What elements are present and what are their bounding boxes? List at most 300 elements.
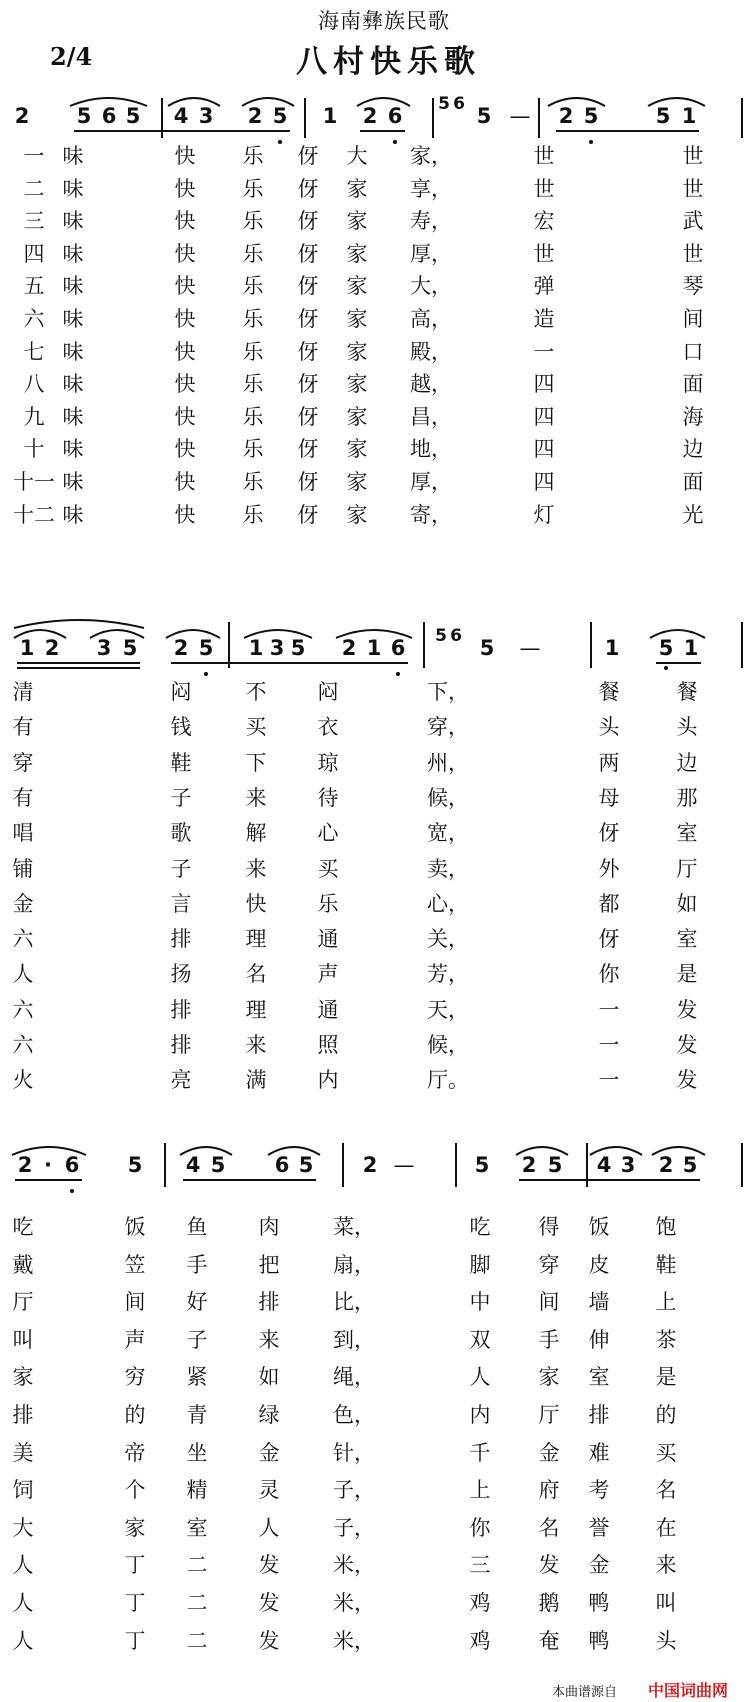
- lyric-char: 穿: [12, 750, 34, 775]
- lyric-char: 家: [346, 470, 368, 494]
- lyric-char: 关，: [427, 927, 469, 952]
- lyric-char: 口: [682, 339, 704, 364]
- lyric-char: 家: [346, 404, 368, 429]
- bar-line: [228, 622, 230, 668]
- bar-line: [741, 1143, 743, 1187]
- score-note: 6: [390, 636, 406, 660]
- lyric-char: 排: [588, 1403, 610, 1427]
- lyric-char: 厅: [12, 1290, 34, 1315]
- lyric-char: 奄: [538, 1628, 560, 1653]
- rhythm-underline: [17, 667, 140, 669]
- lyric-char: 发: [258, 1591, 280, 1615]
- lyric-char: 餐: [676, 680, 698, 704]
- lyric-char: 味: [62, 144, 84, 168]
- lyric-char: 言: [170, 891, 192, 916]
- lyric-char: 来: [245, 785, 267, 810]
- lyric-char: 乐: [242, 372, 264, 397]
- lyric-char: 如: [676, 891, 698, 916]
- lyric-char: 外: [598, 856, 620, 881]
- lyric-char: 五: [23, 274, 45, 299]
- lyric-char: 双: [469, 1327, 491, 1352]
- lyric-char: 家: [346, 209, 368, 234]
- lyric-char: 排: [170, 1033, 192, 1057]
- lyric-char: 解: [245, 821, 267, 846]
- lyric-char: 亮: [170, 1068, 192, 1093]
- lyric-char: 四: [533, 470, 555, 494]
- lyric-char: 家: [346, 307, 368, 331]
- score-note: 3: [96, 636, 112, 660]
- score-note: 4: [596, 1153, 612, 1177]
- lyric-char: 室: [186, 1515, 208, 1540]
- lyric-char: 灵: [258, 1478, 280, 1503]
- lyric-char: 你: [469, 1515, 491, 1540]
- lyric-char: 把: [258, 1252, 280, 1277]
- lyric-char: 来: [245, 856, 267, 881]
- lyric-char: 子: [186, 1327, 208, 1352]
- lyric-char: 候，: [427, 785, 469, 810]
- lyric-char: 家: [346, 372, 368, 397]
- lyric-char: 金: [588, 1553, 610, 1578]
- lyric-char: 那: [676, 785, 698, 810]
- lyric-char: 青: [186, 1403, 208, 1427]
- score-note: 5: [476, 104, 492, 128]
- lyric-char: 二: [186, 1553, 208, 1578]
- lyric-char: 家: [346, 437, 368, 462]
- lyric-char: 人: [469, 1365, 491, 1390]
- lyric-char: 家: [12, 1365, 34, 1390]
- score-note: 2: [14, 104, 30, 128]
- lyric-char: 快: [174, 470, 196, 494]
- score-note: 4: [173, 104, 189, 128]
- rhythm-underline: [360, 130, 405, 132]
- score-note: 5: [682, 1153, 698, 1177]
- lyric-char: 精: [186, 1478, 208, 1503]
- lyric-char: 乐: [242, 404, 264, 429]
- lyric-char: 肉: [258, 1215, 280, 1239]
- lyric-char: 都: [598, 891, 620, 916]
- lyric-char: 味: [62, 437, 84, 462]
- bar-line: [741, 622, 743, 668]
- lyric-char: 三: [469, 1553, 491, 1578]
- lyric-char: 发: [258, 1628, 280, 1653]
- score-note: 1: [366, 636, 382, 660]
- lyric-char: 难: [588, 1440, 610, 1465]
- lyric-char: 米，: [333, 1553, 375, 1578]
- lyric-char: 鸭: [588, 1628, 610, 1653]
- lyric-char: 色，: [333, 1403, 375, 1427]
- lyric-char: 得: [538, 1215, 560, 1239]
- lyric-char: 地，: [410, 437, 452, 462]
- low-octave-dot: [589, 140, 593, 144]
- score-note: 5: [655, 104, 671, 128]
- lyric-char: 伢: [297, 437, 319, 462]
- lyric-char: 昌，: [410, 404, 452, 429]
- lyric-char: 好: [186, 1290, 208, 1315]
- lyric-char: 如: [258, 1365, 280, 1390]
- lyric-char: 享，: [410, 176, 452, 201]
- score-note: 5: [127, 1153, 143, 1177]
- lyric-char: 伢: [297, 209, 319, 234]
- score-note: 5: [547, 1153, 563, 1177]
- lyric-char: 伢: [297, 470, 319, 494]
- lyric-char: 高，: [410, 307, 452, 331]
- lyric-char: 千: [469, 1440, 491, 1465]
- lyric-char: 笠: [124, 1252, 146, 1277]
- lyric-char: 快: [174, 274, 196, 299]
- bar-line: [304, 98, 306, 138]
- score-note: 2: [658, 1153, 674, 1177]
- lyric-char: 面: [682, 470, 704, 494]
- lyric-char: 坐: [186, 1440, 208, 1465]
- lyric-char: 乐: [242, 307, 264, 331]
- lyric-char: 芳，: [427, 962, 469, 987]
- lyric-char: 味: [62, 176, 84, 201]
- song-title: 八村快乐歌: [296, 44, 481, 80]
- lyric-char: 快: [174, 241, 196, 266]
- lyric-char: 买: [655, 1440, 677, 1465]
- song-origin-subtitle: 海南彝族民歌: [318, 9, 450, 33]
- low-octave-dot: [278, 140, 282, 144]
- lyric-char: 鸭: [588, 1591, 610, 1615]
- lyric-char: 发: [676, 1068, 698, 1093]
- lyric-char: 金: [12, 891, 34, 916]
- lyric-char: 世: [533, 176, 555, 201]
- score-note: 5: [76, 104, 92, 128]
- score-note: 5: [658, 636, 674, 660]
- lyric-char: 是: [655, 1365, 677, 1390]
- lyric-char: 誉: [588, 1515, 610, 1540]
- score-note: 5: [474, 1153, 490, 1177]
- lyric-char: 琴: [682, 274, 704, 299]
- score-note: 1: [322, 104, 338, 128]
- bar-line: [538, 98, 540, 138]
- lyric-char: 子，: [333, 1515, 375, 1540]
- score-note: 5: [198, 636, 214, 660]
- lyric-char: 伸: [588, 1327, 610, 1352]
- lyric-char: 乐: [242, 470, 264, 494]
- lyric-char: 名: [245, 962, 267, 987]
- lyric-char: 一: [533, 339, 555, 364]
- lyric-char: 室: [676, 927, 698, 952]
- rhythm-underline: [74, 130, 290, 132]
- time-signature: 2/4: [50, 42, 93, 71]
- low-octave-dot: [70, 1189, 74, 1193]
- lyric-char: 戴: [12, 1252, 34, 1277]
- hold-dash: —: [509, 104, 531, 128]
- lyric-char: 人: [258, 1515, 280, 1540]
- score-note: 5: [298, 1153, 314, 1177]
- lyric-char: 家: [346, 176, 368, 201]
- score-note: 4: [185, 1153, 201, 1177]
- lyric-char: 家: [538, 1365, 560, 1390]
- lyric-char: 伢: [297, 307, 319, 331]
- lyric-char: 乐: [242, 144, 264, 168]
- lyric-char: 针，: [333, 1440, 375, 1465]
- lyric-char: 一: [598, 997, 620, 1022]
- lyric-char: 名: [538, 1515, 560, 1540]
- lyric-char: 丁: [124, 1628, 146, 1653]
- lyric-char: 到，: [333, 1327, 375, 1352]
- lyric-char: 十: [23, 437, 45, 462]
- lyric-char: 帝: [124, 1440, 146, 1465]
- low-octave-dot: [396, 672, 400, 676]
- lyric-char: 二: [186, 1628, 208, 1653]
- lyric-char: 家: [124, 1515, 146, 1540]
- lyric-char: 排: [170, 997, 192, 1022]
- lyric-char: 歌: [170, 821, 192, 846]
- site-name[interactable]: 中国词曲网: [648, 1681, 729, 1700]
- lyric-char: 殿，: [410, 339, 452, 364]
- lyric-char: 快: [245, 891, 267, 916]
- lyric-char: 大，: [410, 274, 452, 299]
- lyric-char: 世: [533, 241, 555, 266]
- score-note: 6: [387, 104, 403, 128]
- lyric-char: 快: [174, 144, 196, 168]
- lyric-char: 快: [174, 372, 196, 397]
- lyric-char: 伢: [297, 144, 319, 168]
- lyric-char: 穿: [538, 1252, 560, 1277]
- lyric-char: 金: [538, 1440, 560, 1465]
- lyric-char: 美: [12, 1440, 34, 1465]
- lyric-char: 卖，: [427, 856, 469, 881]
- lyric-char: 间: [124, 1290, 146, 1315]
- lyric-char: 六: [12, 1033, 34, 1057]
- bar-line: [423, 622, 425, 668]
- lyric-char: 心: [317, 821, 339, 846]
- lyric-char: 伢: [598, 927, 620, 952]
- lyric-char: 上: [655, 1290, 677, 1315]
- lyric-char: 名: [655, 1478, 677, 1503]
- lyric-char: 两: [598, 750, 620, 775]
- lyric-char: 饱: [655, 1215, 677, 1239]
- lyric-char: 八: [23, 372, 45, 397]
- lyric-char: 发: [258, 1553, 280, 1578]
- lyric-char: 家: [346, 241, 368, 266]
- lyric-char: 排: [12, 1403, 34, 1427]
- lyric-char: 乐: [242, 209, 264, 234]
- score-note: ·: [44, 1153, 52, 1177]
- grace-note: 5: [438, 94, 450, 114]
- lyric-char: 四: [23, 241, 45, 266]
- score-note: 3: [198, 104, 214, 128]
- lyric-char: 边: [682, 437, 704, 462]
- lyric-char: 厅: [676, 856, 698, 881]
- lyric-char: 世: [682, 144, 704, 168]
- lyric-char: 伢: [297, 274, 319, 299]
- lyric-char: 世: [682, 176, 704, 201]
- lyric-char: 丁: [124, 1591, 146, 1615]
- lyric-char: 乐: [242, 274, 264, 299]
- lyric-char: 绿: [258, 1403, 280, 1427]
- rhythm-underline: [556, 130, 699, 132]
- score-note: 6: [64, 1153, 80, 1177]
- lyric-char: 子: [170, 785, 192, 810]
- lyric-char: 间: [538, 1290, 560, 1315]
- score-note: 1: [248, 636, 264, 660]
- lyric-char: 鸡: [469, 1591, 491, 1615]
- lyric-char: 味: [62, 241, 84, 266]
- lyric-char: 厅。: [427, 1068, 469, 1093]
- lyric-char: 饲: [12, 1478, 34, 1503]
- lyric-char: 的: [124, 1403, 146, 1427]
- lyric-char: 穷: [124, 1365, 146, 1390]
- lyric-char: 味: [62, 404, 84, 429]
- score-note: 5: [290, 636, 306, 660]
- lyric-char: 叫: [655, 1591, 677, 1615]
- lyric-char: 满: [245, 1068, 267, 1093]
- lyric-char: 天，: [427, 997, 469, 1022]
- lyric-char: 伢: [297, 502, 319, 527]
- score-note: 6: [101, 104, 117, 128]
- low-octave-dot: [204, 672, 208, 676]
- lyric-char: 伢: [297, 176, 319, 201]
- lyric-char: 米，: [333, 1591, 375, 1615]
- lyric-char: 越，: [410, 372, 452, 397]
- score-note: 3: [269, 636, 285, 660]
- lyric-char: 一: [598, 1033, 620, 1057]
- bar-line: [342, 1143, 344, 1187]
- lyric-char: 子，: [333, 1478, 375, 1503]
- lyric-char: 间: [682, 307, 704, 331]
- score-note: 2: [247, 104, 263, 128]
- lyric-char: 发: [676, 1033, 698, 1057]
- score-note: 5: [125, 104, 141, 128]
- bar-line: [586, 1143, 588, 1187]
- lyric-char: 内: [317, 1068, 339, 1093]
- score-note: 1: [19, 636, 35, 660]
- lyric-char: 手: [538, 1327, 560, 1352]
- lyric-char: 人: [12, 1628, 34, 1653]
- lyric-char: 扬: [170, 962, 192, 987]
- lyric-char: 发: [538, 1553, 560, 1578]
- lyric-char: 待: [317, 785, 339, 810]
- lyric-char: 厅: [538, 1403, 560, 1427]
- score-note: 2: [173, 636, 189, 660]
- lyric-char: 头: [655, 1628, 677, 1653]
- lyric-char: 大: [12, 1515, 34, 1540]
- lyric-char: 扇，: [333, 1252, 375, 1277]
- lyric-char: 十二: [13, 502, 55, 527]
- lyric-char: 在: [655, 1515, 677, 1540]
- bar-line: [455, 1143, 457, 1187]
- lyric-char: 绳，: [333, 1365, 375, 1390]
- lyric-char: 人: [12, 962, 34, 987]
- lyric-char: 比，: [333, 1290, 375, 1315]
- bar-line: [161, 98, 163, 138]
- lyric-char: 来: [655, 1553, 677, 1578]
- score-note: 6: [274, 1153, 290, 1177]
- lyric-char: 弹: [533, 274, 555, 299]
- lyric-char: 十一: [13, 470, 55, 494]
- lyric-char: 来: [258, 1327, 280, 1352]
- lyric-char: 钱: [170, 715, 192, 740]
- score-note: 5: [272, 104, 288, 128]
- lyric-char: 鞋: [170, 750, 192, 775]
- score-note: 2: [17, 1153, 33, 1177]
- lyric-char: 通: [317, 927, 339, 952]
- lyric-char: 声: [124, 1327, 146, 1352]
- lyric-char: 唱: [12, 821, 34, 846]
- lyric-char: 饭: [124, 1215, 146, 1239]
- lyric-char: 七: [23, 339, 45, 364]
- score-note: 1: [681, 104, 697, 128]
- lyric-char: 味: [62, 339, 84, 364]
- score-note: 3: [620, 1153, 636, 1177]
- lyric-char: 大: [346, 144, 368, 168]
- lyric-char: 味: [62, 209, 84, 234]
- bar-line: [432, 98, 434, 138]
- grace-note: 6: [453, 94, 465, 114]
- source-credit: 本曲谱源自: [552, 1685, 618, 1700]
- lyric-char: 四: [533, 437, 555, 462]
- lyric-char: 厚，: [410, 241, 452, 266]
- lyric-char: 闷: [170, 680, 192, 704]
- lyric-char: 味: [62, 470, 84, 494]
- lyric-char: 家: [346, 274, 368, 299]
- score-note: 2: [44, 636, 60, 660]
- lyric-char: 火: [12, 1068, 34, 1093]
- lyric-char: 味: [62, 372, 84, 397]
- low-octave-dot: [664, 666, 668, 670]
- lyric-char: 武: [682, 209, 704, 234]
- lyric-char: 金: [258, 1440, 280, 1465]
- lyric-char: 厚，: [410, 470, 452, 494]
- lyric-char: 母: [598, 785, 620, 810]
- lyric-char: 伢: [297, 241, 319, 266]
- lyric-char: 候，: [427, 1033, 469, 1057]
- lyric-char: 人: [12, 1591, 34, 1615]
- lyric-char: 一: [23, 144, 45, 168]
- lyric-char: 衣: [317, 715, 339, 740]
- lyric-char: 内: [469, 1403, 491, 1427]
- lyric-char: 买: [245, 715, 267, 740]
- rhythm-underline: [15, 1179, 82, 1181]
- lyric-char: 头: [598, 715, 620, 740]
- lyric-char: 乐: [242, 502, 264, 527]
- score-note: 2: [521, 1153, 537, 1177]
- lyric-char: 理: [245, 927, 267, 952]
- lyric-char: 叫: [12, 1327, 34, 1352]
- lyric-char: 灯: [533, 502, 555, 527]
- bar-line: [164, 1143, 166, 1187]
- lyric-char: 快: [174, 502, 196, 527]
- score-note: 1: [683, 636, 699, 660]
- lyric-char: 鞋: [655, 1252, 677, 1277]
- bar-line: [741, 98, 743, 138]
- lyric-char: 你: [598, 962, 620, 987]
- lyric-char: 寄，: [410, 502, 452, 527]
- slur-mark: [14, 620, 144, 628]
- lyric-char: 来: [245, 1033, 267, 1057]
- score-note: 5: [583, 104, 599, 128]
- lyric-char: 理: [245, 997, 267, 1022]
- lyric-char: 伢: [297, 372, 319, 397]
- lyric-char: 边: [676, 750, 698, 775]
- score-system-1: [0, 94, 750, 578]
- lyric-char: 考: [588, 1478, 610, 1503]
- lyric-char: 二: [186, 1591, 208, 1615]
- lyric-char: 皮: [588, 1252, 610, 1277]
- lyric-char: 光: [682, 502, 704, 527]
- lyric-char: 丁: [124, 1553, 146, 1578]
- lyric-char: 六: [12, 997, 34, 1022]
- lyric-char: 菜，: [333, 1215, 375, 1239]
- score-system-3: [0, 1135, 750, 1685]
- grace-note: 6: [450, 626, 462, 646]
- lyric-char: 排: [170, 927, 192, 952]
- lyric-char: 吃: [469, 1215, 491, 1239]
- lyric-char: 个: [124, 1478, 146, 1503]
